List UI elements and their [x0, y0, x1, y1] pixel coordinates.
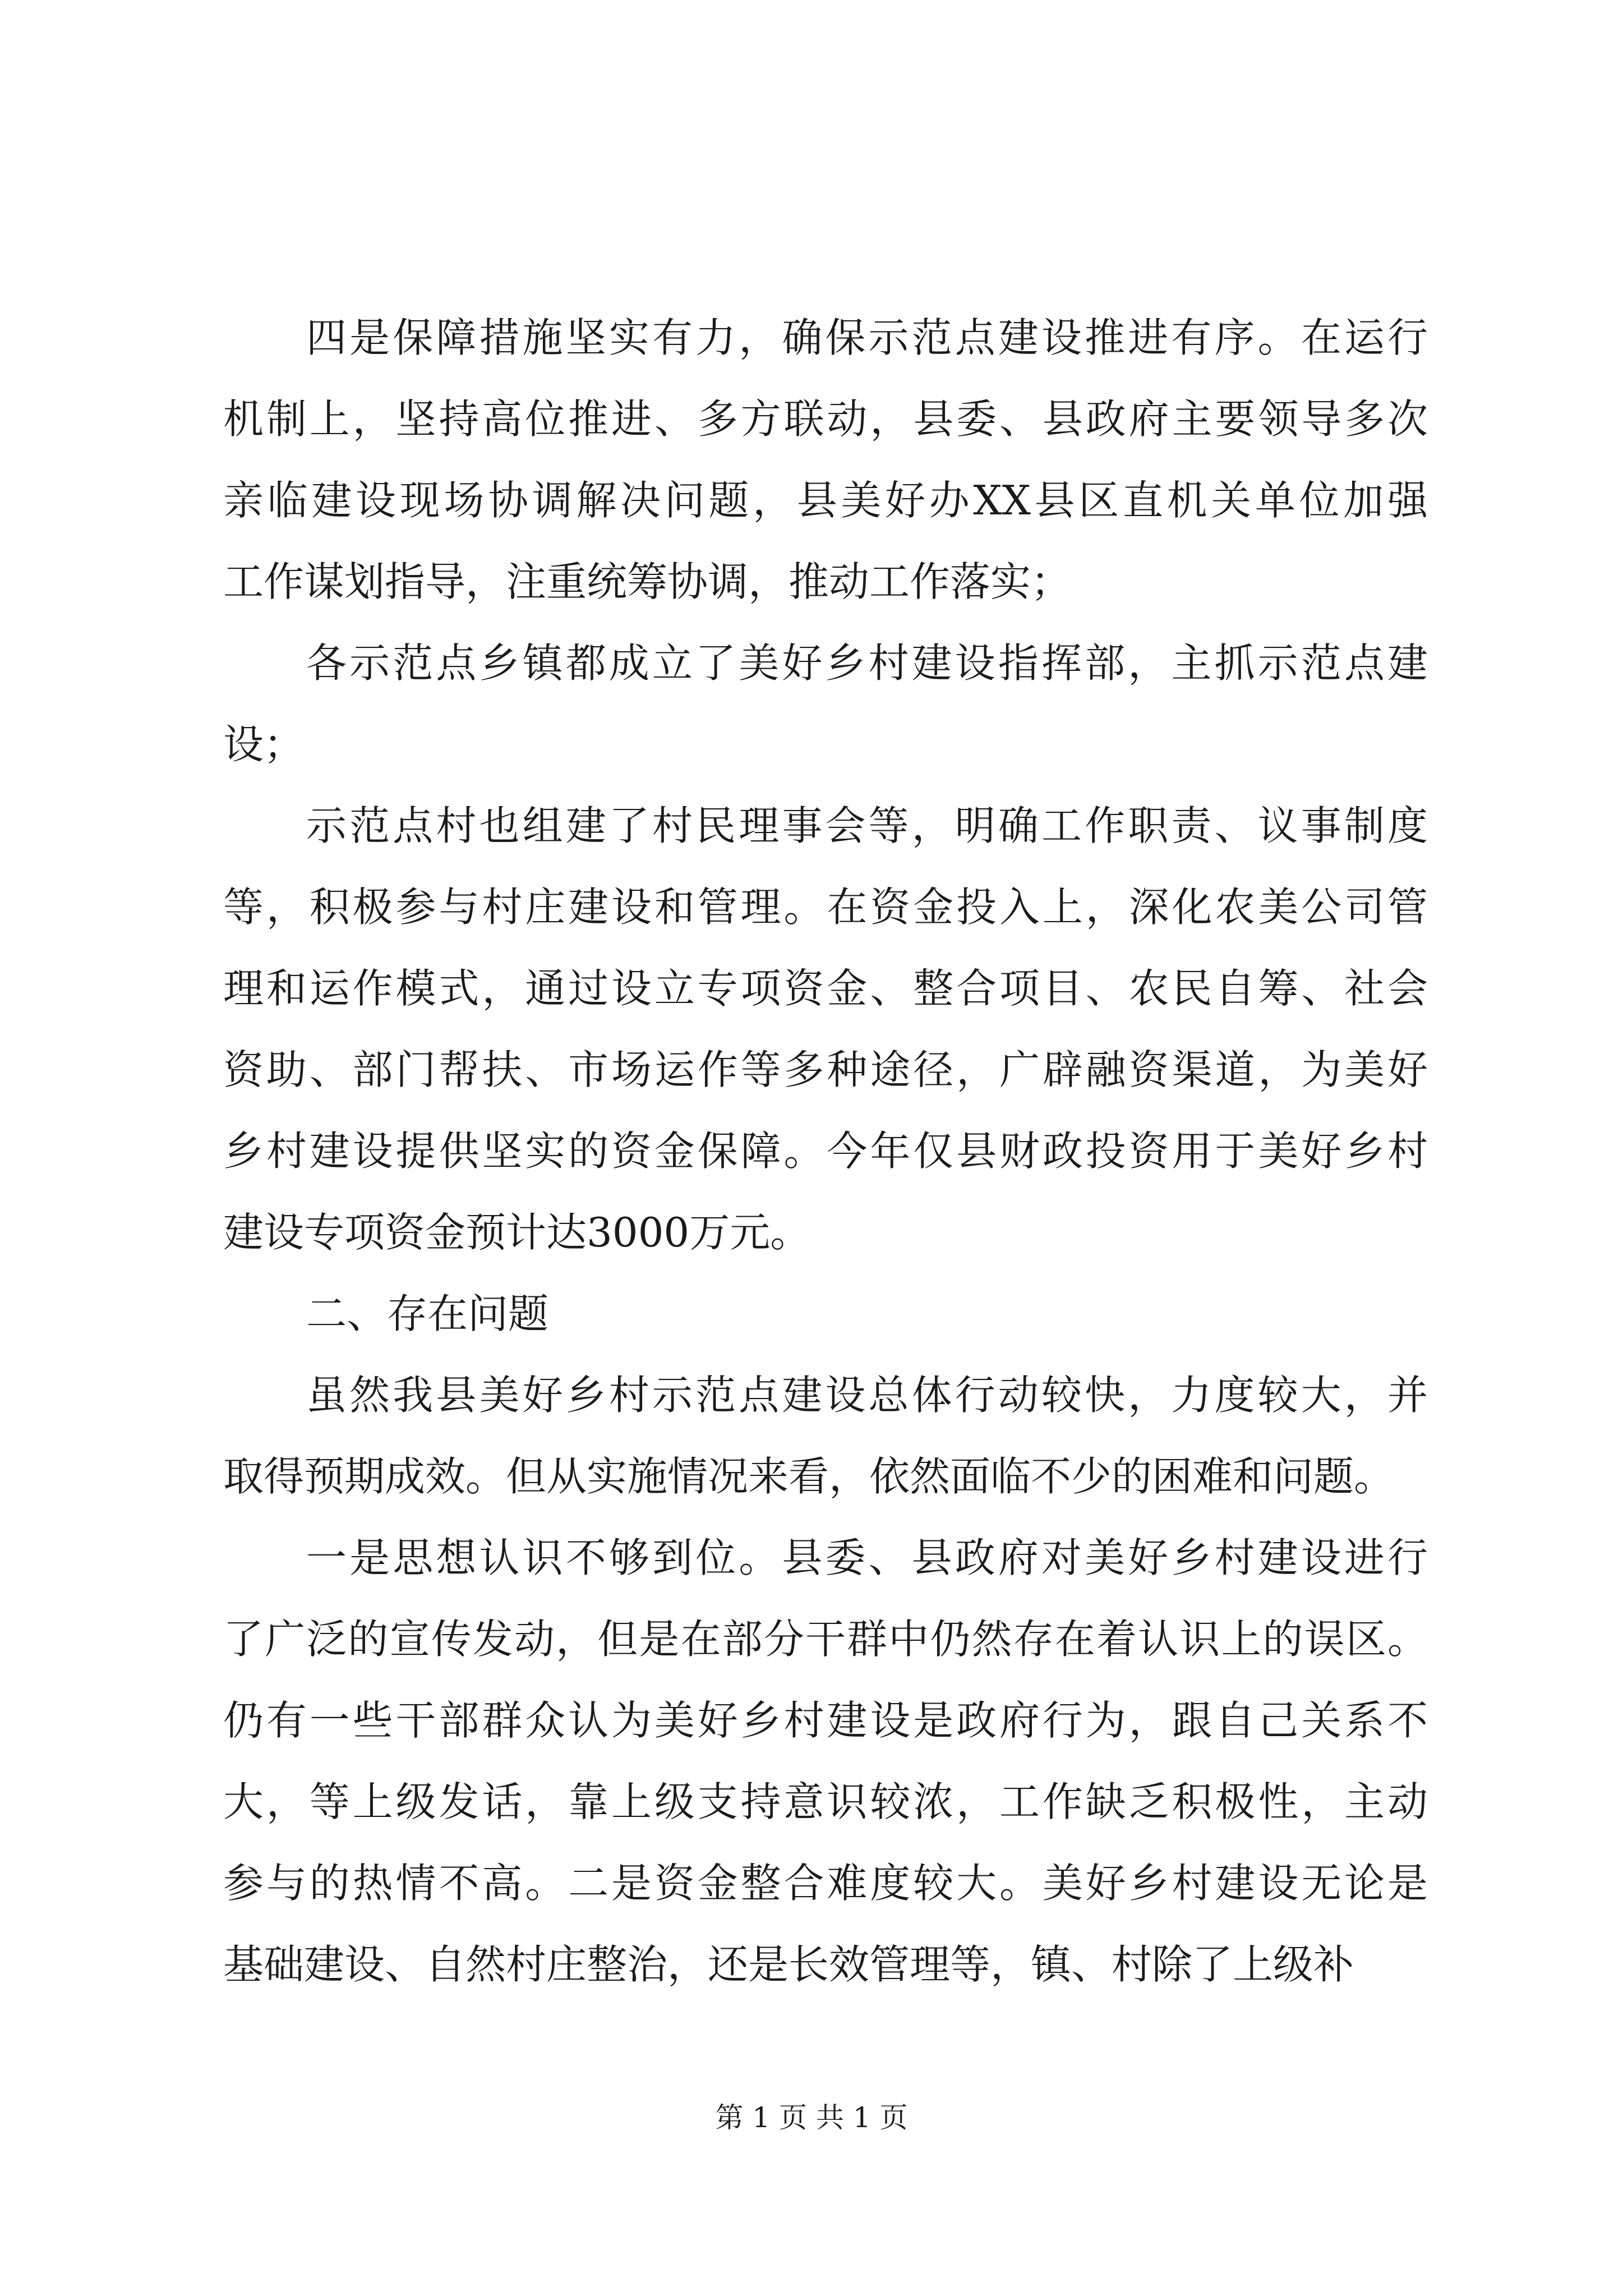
text-line: 四是保障措施坚实有力，确保示范点建设推进有序。在运行 [306, 314, 1428, 361]
text-line: 亲临建设现场协调解决问题，县美好办XX县区直机关单位加强 [223, 477, 1428, 524]
text-line: 仍有一些干部群众认为美好乡村建设是政府行为，跟自己关系不 [223, 1697, 1428, 1744]
text-line: 理和运作模式，通过设立专项资金、整合项目、农民自筹、社会 [223, 965, 1428, 1012]
text-line: 二、存在问题 [306, 1290, 549, 1337]
text-line: 虽然我县美好乡村示范点建设总体行动较快，力度较大，并 [306, 1372, 1428, 1419]
text-line: 取得预期成效。但从实施情况来看，依然面临不少的困难和问题。 [223, 1453, 1395, 1500]
text-line: 乡村建设提供坚实的资金保障。今年仅县财政投资用于美好乡村 [223, 1128, 1428, 1175]
text-line: 等，积极参与村庄建设和管理。在资金投入上，深化农美公司管 [223, 884, 1428, 931]
text-line: 建设专项资金预计达3000万元。 [223, 1209, 811, 1256]
paragraph [223, 1355, 1428, 1517]
text-line: 了广泛的宣传发动，但是在部分干群中仍然存在着认识上的误区。 [223, 1616, 1428, 1663]
text-line: 示范点村也组建了村民理事会等，明确工作职责、议事制度 [306, 802, 1428, 849]
text-line: 资助、部门帮扶、市场运作等多种途径，广辟融资渠道，为美好 [223, 1046, 1428, 1093]
document-body [223, 297, 1428, 2005]
text-line: 机制上，坚持高位推进、多方联动，县委、县政府主要领导多次 [223, 395, 1428, 443]
paragraph [223, 623, 1428, 785]
text-line: 各示范点乡镇都成立了美好乡村建设指挥部，主抓示范点建 [306, 639, 1428, 687]
text-line: 设； [223, 721, 305, 768]
paragraph [223, 785, 1428, 1273]
text-line: 工作谋划指导，注重统筹协调，推动工作落实； [223, 558, 1072, 605]
paragraph [223, 297, 1428, 623]
paragraph [223, 1517, 1428, 2005]
text-line: 一是思想认识不够到位。县委、县政府对美好乡村建设进行 [306, 1534, 1428, 1581]
paragraph [223, 1273, 1428, 1355]
text-line: 参与的热情不高。二是资金整合难度较大。美好乡村建设无论是 [223, 1860, 1428, 1907]
text-line: 基础建设、自然村庄整治，还是长效管理等，镇、村除了上级补 [223, 1941, 1354, 1988]
page-footer: 第 1 页 共 1 页 [715, 2101, 908, 2134]
text-line: 大，等上级发话，靠上级支持意识较浓，工作缺乏积极性，主动 [223, 1778, 1428, 1825]
